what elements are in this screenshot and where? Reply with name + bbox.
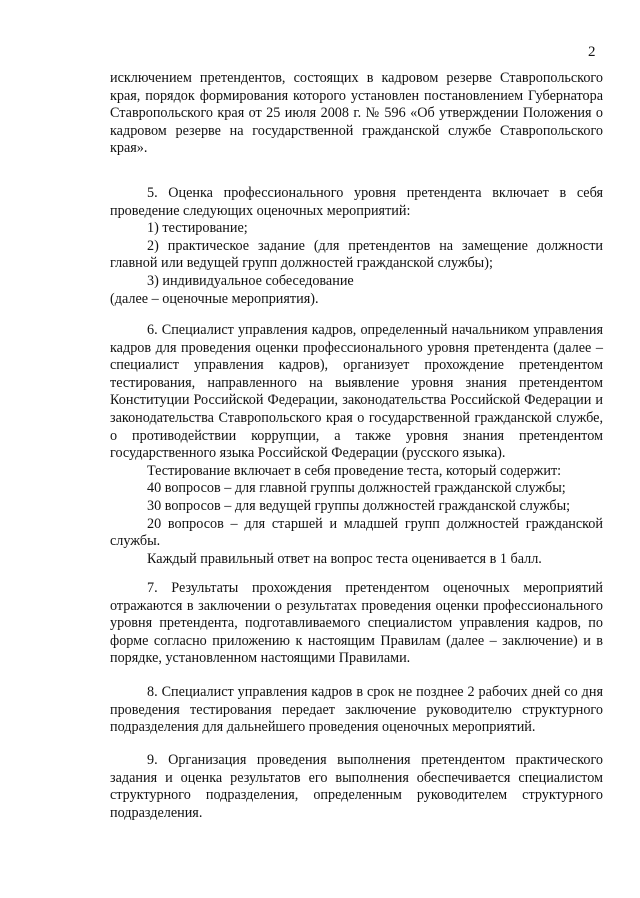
paragraph-6-questions-30: 30 вопросов – для ведущей группы должностей гражданской службы; [147,497,571,514]
paragraph-5-closing: (далее – оценочные мероприятия). [110,290,319,307]
page-number: 2 [588,44,596,60]
paragraph-5-item-3: 3) индивидуальное собеседование [147,272,354,289]
paragraph-5-item-1: 1) тестирование; [147,220,248,237]
paragraph-5-item-2: 2) практическое задание (для претендентов на замещение должности главной или ведущей групп должностей гражданской службы); [110,237,603,272]
paragraph-9: 9. Организация проведения выполнения претендентом практического задания и оценка результатов его выполнения обеспечивается специалистом структурного подразделения, определенным руководителем структурного подразделения. [110,752,603,821]
paragraph-6-main: 6. Специалист управления кадров, определенный начальником управления кадров для проведения оценки профессионального уровня претендента (далее – специалист управления кадров), организует прохождение претендентом тестирования, направленного на выявление уровня знания претендентом Конституции Российской Федерации, законодательства Российской Федерации и законодательства Ставропольского края о государственной гражданской службе, о противодействии коррупции, а также уровня знания претендентом государственного языка Российской Федерации (русского языка). [110,322,603,462]
paragraph-5-intro: 5. Оценка профессионального уровня претендента включает в себя проведение следующих оценочных мероприятий: [110,185,603,219]
paragraph-9-block [110,752,603,822]
paragraph-6-test-intro: Тестирование включает в себя проведение теста, который содержит: [147,462,562,479]
paragraph-6-questions-40: 40 вопросов – для главной группы должностей гражданской службы; [147,480,566,497]
paragraph-8: 8. Специалист управления кадров в срок не позднее 2 рабочих дней со дня проведения тестирования передает заключение руководителю структурного подразделения для дальнейшего проведения оценочных мероприятий. [110,684,603,736]
paragraph-7: 7. Результаты прохождения претендентом оценочных мероприятий отражаются в заключении о результатах проведения оценки профессионального уровня претендента, подготавливаемого специалистом управления кадров, по форме согласно приложению к настоящим Правилам (далее – заключение) и в порядке, установленном настоящими Правилами. [110,580,603,667]
paragraph-7-block [110,580,603,668]
paragraph-6-questions-20: 20 вопросов – для старшей и младшей групп должностей гражданской службы. [110,515,603,550]
paragraph-6-block [110,322,603,568]
paragraph-6-scoring: Каждый правильный ответ на вопрос теста оценивается в 1 балл. [147,550,542,567]
paragraph-4-continuation-block [110,70,603,158]
paragraph-5-block [110,185,603,308]
paragraph-4-continuation: исключением претендентов, состоящих в кадровом резерве Ставропольского края, порядок формирования которого установлен постановлением Губернатора Ставропольского края от 25 июля 2008 г. № 596 «Об утверждении Положения о кадровом резерве на государственной гражданской службе Ставропольского края». [110,70,603,157]
paragraph-8-block [110,684,603,737]
